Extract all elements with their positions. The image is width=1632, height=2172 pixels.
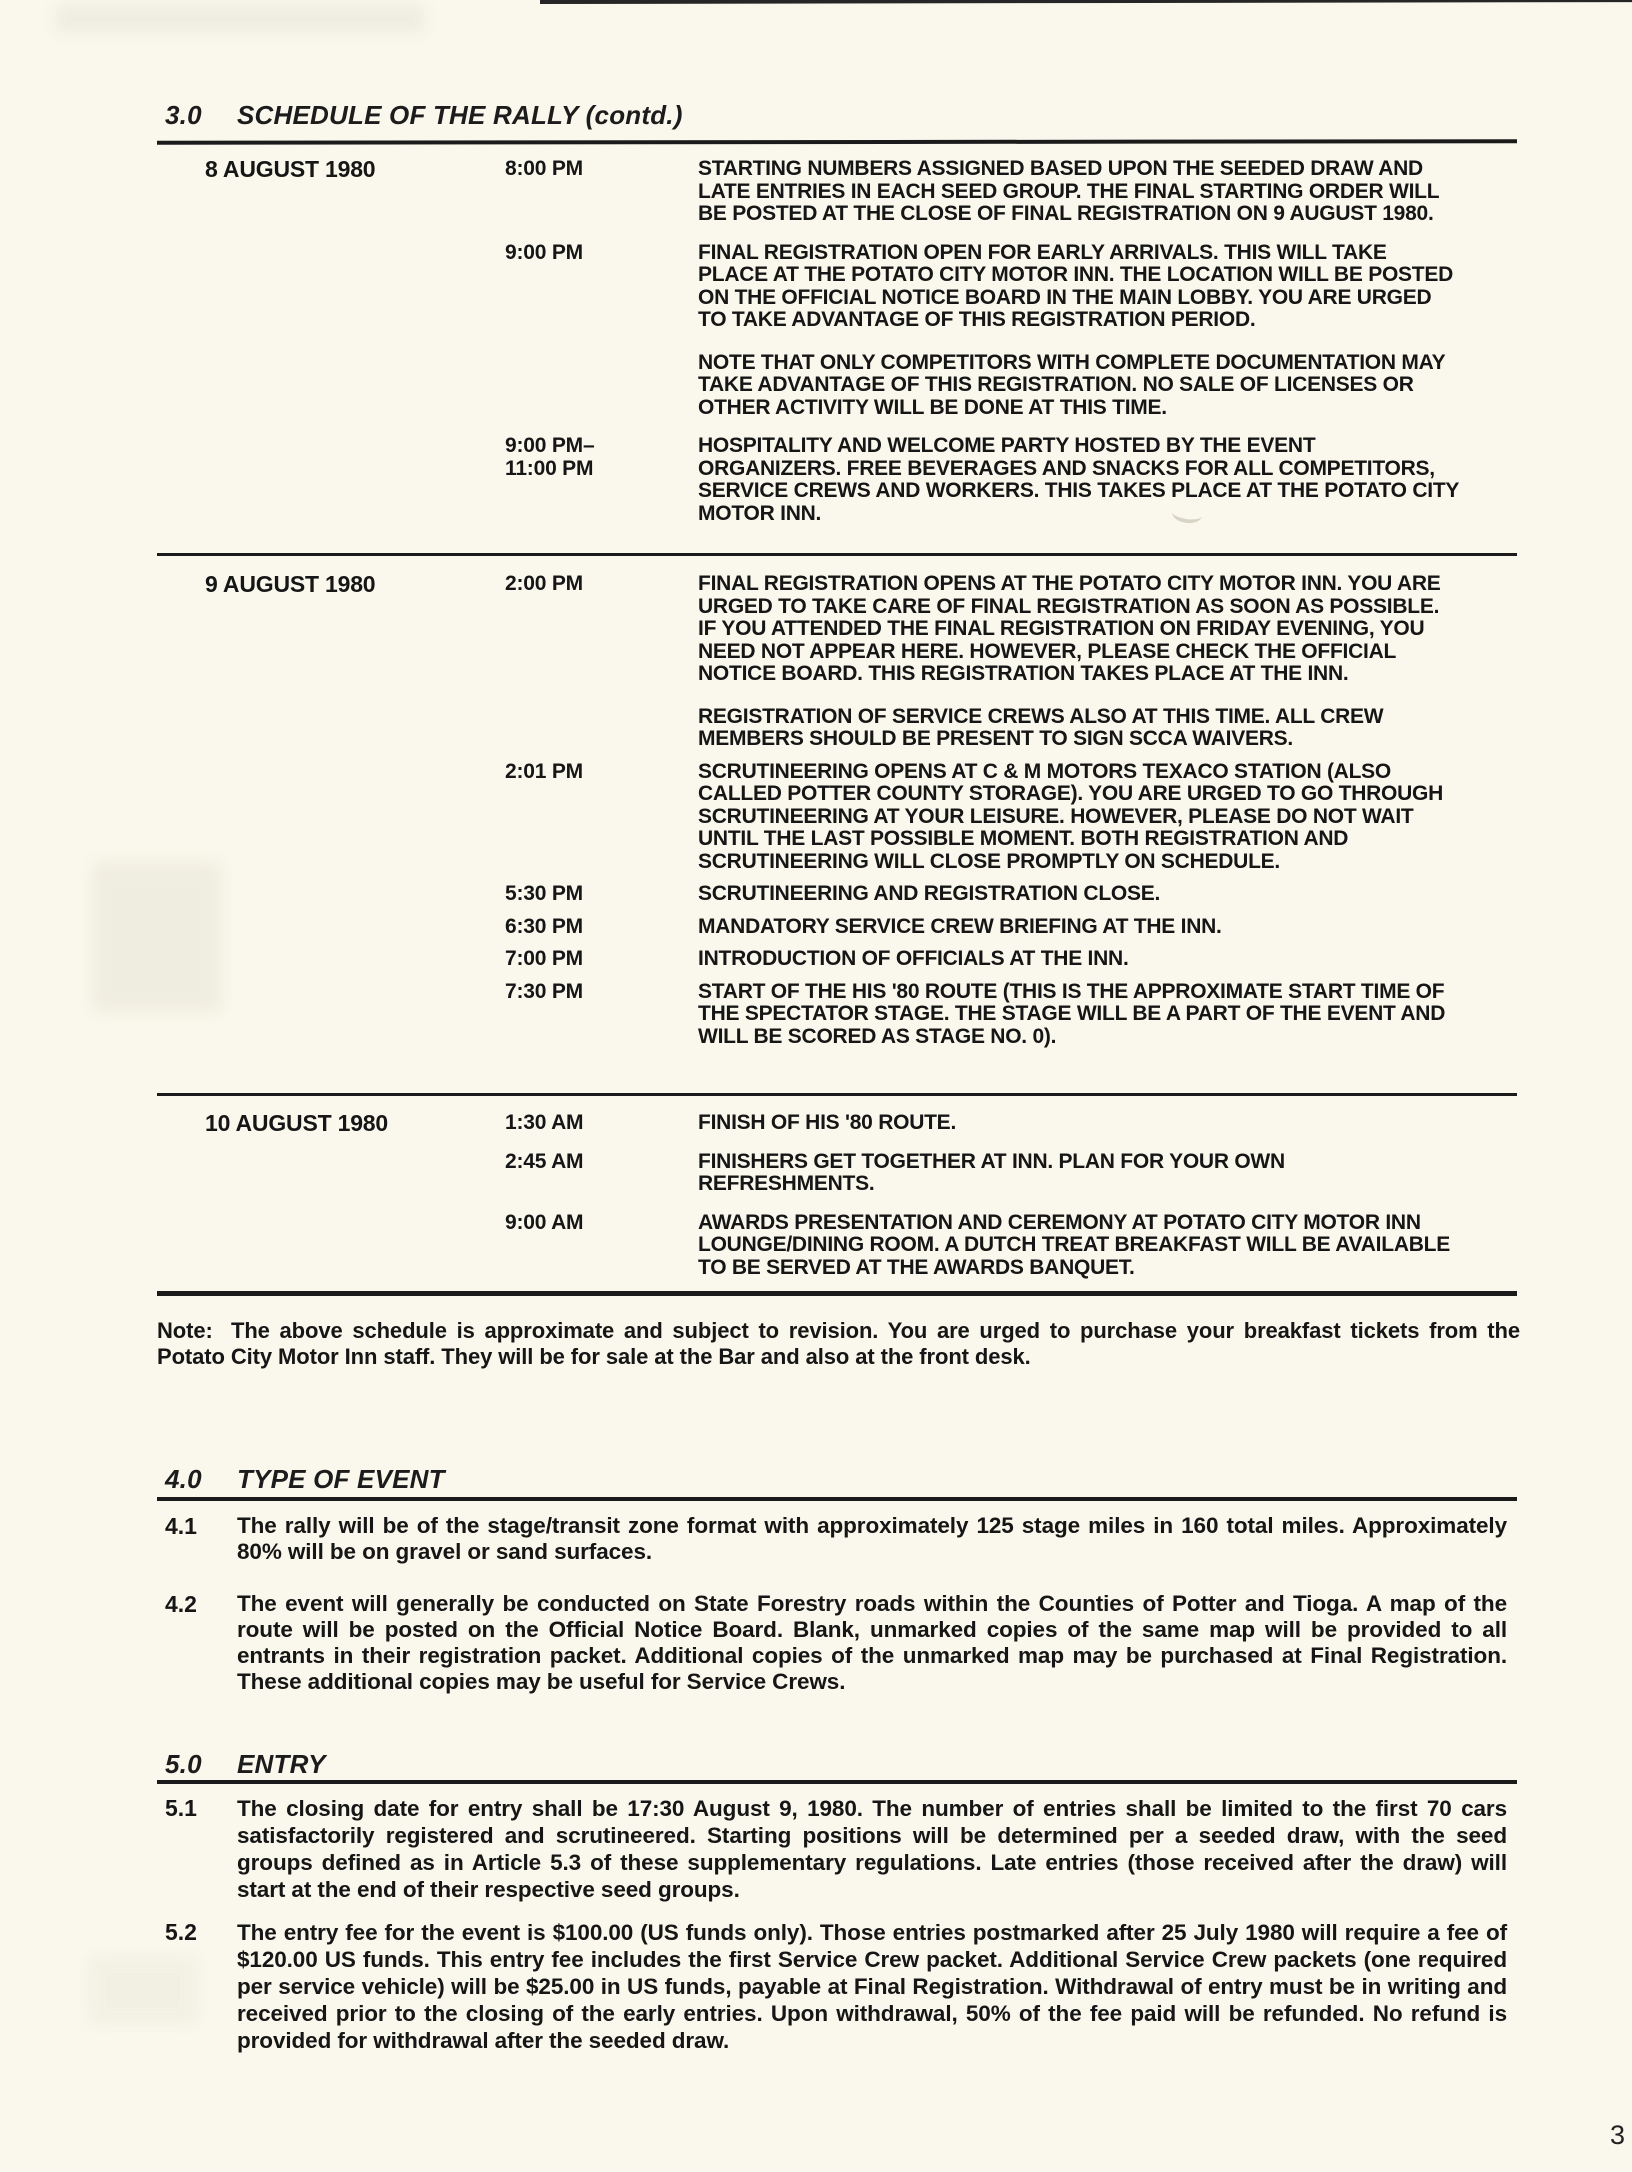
schedule-date-empty	[205, 435, 505, 525]
section-heading-type-of-event	[165, 1464, 445, 1494]
section-heading-entry	[165, 1749, 326, 1779]
schedule-date-empty	[205, 761, 505, 874]
schedule-date: 10 AUGUST 1980	[205, 1110, 388, 1136]
item-number: 5.1	[165, 1795, 197, 1821]
item-4-1	[165, 1513, 1507, 1565]
horizontal-rule	[157, 1780, 1517, 1784]
schedule-time: 7:00 PM	[505, 947, 583, 970]
horizontal-rule	[157, 139, 1517, 144]
item-number: 5.2	[165, 1919, 197, 1945]
schedule-time: 1:30 AM	[505, 1111, 584, 1134]
item-5-2	[165, 1919, 1507, 2054]
schedule-description: FINAL REGISTRATION OPEN FOR EARLY ARRIVALS. THIS WILL TAKE PLACE AT THE POTATO CITY MOTOR INN. THE LOCATION WILL BE POSTED ON THE OFFICIAL NOTICE BOARD IN THE MAIN LOBBY. YOU ARE URGED TO TAKE ADVANTAGE OF THIS REGISTRATION PERIOD. NOTE THAT ONLY COMPETITORS WITH COMPLETE DOCUMENTATION MAY TAKE ADVANTAGE OF THIS REGISTRATION. NO SALE OF LICENSES OR OTHER ACTIVITY WILL BE DONE AT THIS TIME.	[698, 240, 1454, 419]
schedule-time: 2:45 AM	[505, 1149, 584, 1173]
item-text: The rally will be of the stage/transit zone format with approximately 125 stage miles in 160 total miles. Approximately 80% will be on gravel or sand surfaces.	[237, 1513, 1507, 1564]
section-title: TYPE OF EVENT	[237, 1464, 445, 1494]
schedule-time: 2:01 PM	[505, 759, 583, 783]
note-text: The above schedule is approximate and subject to revision. You are urged to purchase your breakfast tickets from the Potato City Motor Inn staff. They will be for sale at the Bar and also at the front desk.	[157, 1318, 1520, 1369]
item-text: The event will generally be conducted on State Forestry roads within the Counties of Potter and Tioga. A map of the route will be posted on the Official Notice Board. Blank, unmarked copies of the same map will be provided to all entrants in their registration packet. Additional copies of the unmarked map may be purchased at Final Registration. These additional copies may be useful for Service Crews.	[237, 1591, 1507, 1694]
horizontal-rule	[157, 553, 1517, 556]
section-number: 4.0	[165, 1464, 202, 1494]
schedule-description: SCRUTINEERING OPENS AT C & M MOTORS TEXACO STATION (ALSO CALLED POTTER COUNTY STORAGE). YOU ARE URGED TO GO THROUGH SCRUTINEERING AT YOUR LEISURE. HOWEVER, PLEASE DO NOT WAIT UNTIL THE LAST POSSIBLE MOMENT. BOTH REGISTRATION AND SCRUTINEERING WILL CLOSE PROMPTLY ON SCHEDULE.	[698, 759, 1444, 873]
section-number: 5.0	[165, 1749, 202, 1779]
schedule-day-10-august-1980	[205, 1112, 1460, 1279]
schedule-description: FINAL REGISTRATION OPENS AT THE POTATO CITY MOTOR INN. YOU ARE URGED TO TAKE CARE OF FINAL REGISTRATION AS SOON AS POSSIBLE. IF YOU ATTENDED THE FINAL REGISTRATION ON FRIDAY EVENING, YOU NEED NOT APPEAR HERE. HOWEVER, PLEASE CHECK THE OFFICIAL NOTICE BOARD. THIS REGISTRATION TAKES PLACE AT THE INN. REGISTRATION OF SERVICE CREWS ALSO AT THIS TIME. ALL CREW MEMBERS SHOULD BE PRESENT TO SIGN SCCA WAIVERS.	[698, 572, 1441, 750]
schedule-note	[157, 1318, 1520, 1370]
note-label: Note:	[157, 1318, 213, 1343]
section-title: ENTRY	[237, 1749, 326, 1779]
schedule-description: START OF THE HIS '80 ROUTE (THIS IS THE APPROXIMATE START TIME OF THE SPECTATOR STAGE. THE STAGE WILL BE A PART OF THE EVENT AND WILL BE SCORED AS STAGE NO. 0).	[698, 979, 1446, 1048]
schedule-date-empty	[205, 948, 505, 971]
item-text: The entry fee for the event is $100.00 (US funds only). Those entries postmarked after 25 July 1980 will require a fee of $120.00 US funds. This entry fee includes the first Service Crew packet. Additional Service Crew packets (one required per service vehicle) will be $25.00 in US funds, payable at Final Registration. Withdrawal of entry must be in writing and received prior to the closing of the early entries. Upon withdrawal, 50% of the fee paid will be refunded. No refund is provided for withdrawal after the seeded draw.	[237, 1920, 1507, 2053]
section-title: SCHEDULE OF THE RALLY (contd.)	[237, 100, 683, 130]
scan-artifact	[92, 862, 222, 1012]
schedule-description: STARTING NUMBERS ASSIGNED BASED UPON THE SEEDED DRAW AND LATE ENTRIES IN EACH SEED GROUP. THE FINAL STARTING ORDER WILL BE POSTED AT THE CLOSE OF FINAL REGISTRATION ON 9 AUGUST 1980.	[698, 157, 1439, 225]
horizontal-rule	[157, 1093, 1517, 1096]
schedule-date-empty	[205, 883, 505, 906]
schedule-date: 8 AUGUST 1980	[205, 156, 376, 182]
schedule-time: 2:00 PM	[505, 572, 583, 595]
schedule-date: 9 AUGUST 1980	[205, 571, 376, 597]
schedule-description: MANDATORY SERVICE CREW BRIEFING AT THE INN.	[698, 914, 1222, 938]
schedule-description: FINISH OF HIS '80 ROUTE.	[698, 1111, 957, 1134]
schedule-time: 9:00 PM– 11:00 PM	[505, 434, 595, 480]
item-4-2	[165, 1591, 1507, 1695]
horizontal-rule	[157, 1497, 1517, 1501]
schedule-time: 7:30 PM	[505, 979, 583, 1003]
schedule-date-empty	[205, 981, 505, 1049]
schedule-description: FINISHERS GET TOGETHER AT INN. PLAN FOR YOUR OWN REFRESHMENTS.	[698, 1149, 1285, 1195]
page-number: 3	[1609, 2120, 1625, 2150]
scan-edge-line	[540, 0, 1632, 4]
section-number: 3.0	[165, 100, 202, 130]
scan-artifact	[55, 5, 425, 33]
item-number: 4.2	[165, 1591, 197, 1617]
item-text: The closing date for entry shall be 17:30 August 9, 1980. The number of entries shall be limited to the first 70 cars satisfactorily registered and scrutineered. Starting positions will be determined per a seeded draw, with the seed groups defined as in Article 5.3 of these supplementary regulations. Late entries (those received after the draw) will start at the end of their respective seed groups.	[237, 1796, 1507, 1902]
schedule-time: 5:30 PM	[505, 882, 583, 905]
schedule-time: 9:00 AM	[505, 1210, 584, 1234]
schedule-description: HOSPITALITY AND WELCOME PARTY HOSTED BY THE EVENT ORGANIZERS. FREE BEVERAGES AND SNACKS FOR ALL COMPETITORS, SERVICE CREWS AND WORKERS. THIS TAKES PLACE AT THE POTATO CITY MOTOR INN.	[698, 434, 1459, 525]
schedule-time: 6:30 PM	[505, 914, 583, 938]
schedule-description: INTRODUCTION OF OFFICIALS AT THE INN.	[698, 947, 1129, 970]
schedule-time: 8:00 PM	[505, 157, 583, 180]
schedule-date-empty	[205, 1212, 505, 1280]
schedule-description: AWARDS PRESENTATION AND CEREMONY AT POTATO CITY MOTOR INN LOUNGE/DINING ROOM. A DUTCH TREAT BREAKFAST WILL BE AVAILABLE TO BE SERVED AT THE AWARDS BANQUET.	[698, 1210, 1450, 1279]
schedule-description: SCRUTINEERING AND REGISTRATION CLOSE.	[698, 882, 1161, 905]
schedule-day-8-august-1980	[205, 158, 1460, 525]
schedule-date-empty	[205, 1151, 505, 1196]
horizontal-rule	[157, 1291, 1517, 1296]
schedule-time: 9:00 PM	[505, 240, 583, 264]
item-5-1	[165, 1795, 1507, 1903]
item-number: 4.1	[165, 1513, 197, 1539]
section-heading-schedule	[165, 100, 683, 130]
schedule-day-9-august-1980	[205, 573, 1460, 1048]
schedule-date-empty	[205, 242, 505, 420]
schedule-date-empty	[205, 916, 505, 939]
